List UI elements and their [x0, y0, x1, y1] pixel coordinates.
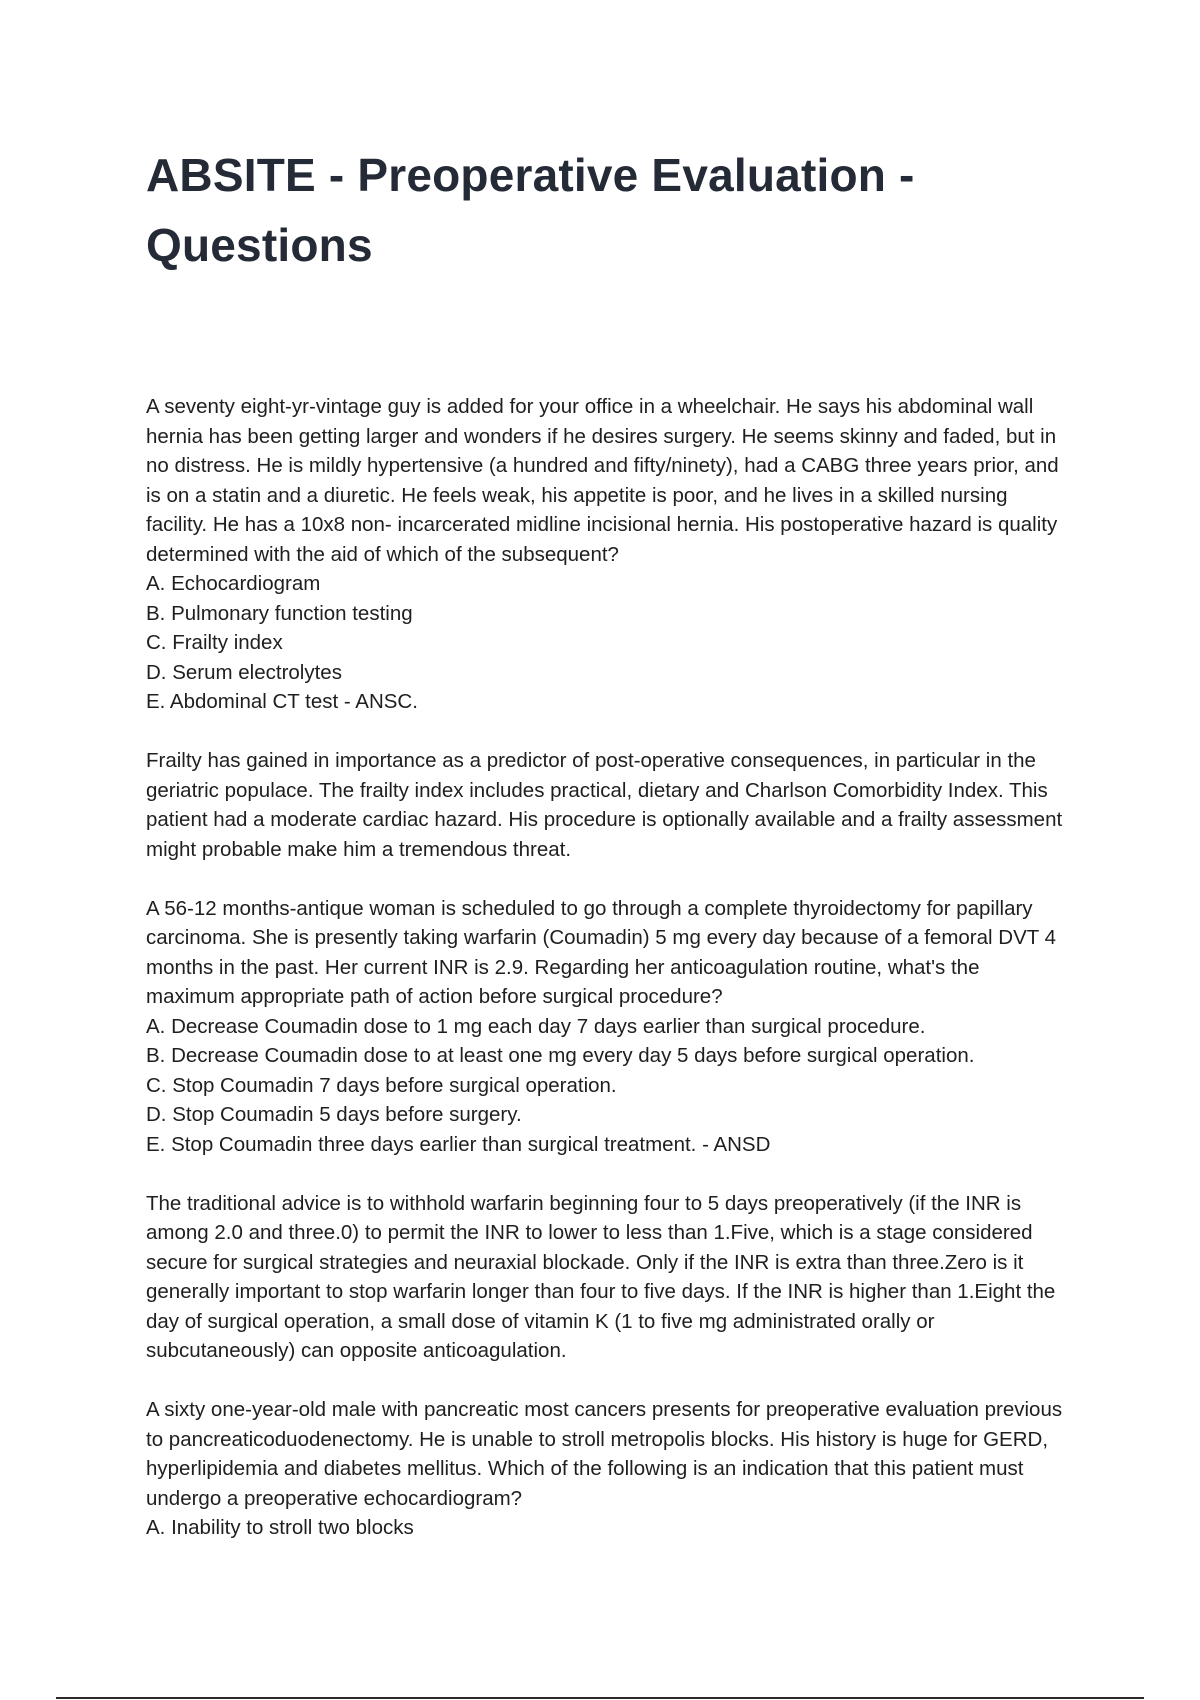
question-1 [146, 392, 1071, 717]
question-2-option-d: D. Stop Coumadin 5 days before surgery. [146, 1103, 522, 1126]
question-2-explanation: The traditional advice is to withhold warfarin beginning four to 5 days preoperatively (if the INR is among 2.0 and three.0) to permit the INR to lower to less than 1.Five, which is a stage considered secure for surgical strategies and neuraxial blockade. Only if the INR is extra than three.Zero is it generally important to stop warfarin longer than four to five days. If the INR is higher than 1.Eight the day of surgical operation, a small dose of vitamin K (1 to five mg administrated orally or subcutaneously) can opposite anticoagulation. [146, 1191, 1056, 1362]
question-1-option-d: D. Serum electrolytes [146, 660, 342, 684]
question-1-option-c: C. Frailty index [146, 631, 283, 654]
document-title: ABSITE - Preoperative Evaluation - Questions [146, 149, 915, 271]
page-bottom-divider [56, 1697, 1144, 1699]
question-1-stem: A seventy eight-yr-vintage guy is added for your office in a wheelchair. He says his abdominal wall hernia has been getting larger and wonders if he desires surgery. He seems skinny and faded, but in no distress. He is mildly hypertensive (a hundred and fifty/ninety), had a CABG three years prior, and is on a statin and a diuretic. He feels weak, his appetite is poor, and he lives in a skilled nursing facility. He has a 10x8 non- incarcerated midline incisional hernia. His postoperative hazard is quality determined with the aid of which of the subsequent? [146, 395, 1059, 566]
question-3-stem: A sixty one-year-old male with pancreatic most cancers presents for preoperative evaluation previous to pancreaticoduodenectomy. He is unable to stroll metropolis blocks. His history is huge for GERD, hyperlipidemia and diabetes mellitus. Which of the following is an indication that this patient must undergo a preoperative echocardiogram? [146, 1398, 1063, 1510]
question-1-explanation-block [146, 746, 1071, 864]
question-2-option-e: E. Stop Coumadin three days earlier than surgical treatment. - ANSD [146, 1132, 771, 1156]
question-2-stem: A 56-12 months-antique woman is scheduled to go through a complete thyroidectomy for papillary carcinoma. She is presently taking warfarin (Coumadin) 5 mg every day because of a femoral DVT 4 months in the past. Her current INR is 2.9. Regarding her anticoagulation routine, what's the maximum appropriate path of action before surgical procedure? [146, 896, 1057, 1008]
question-2-option-b: B. Decrease Coumadin dose to at least one mg every day 5 days before surgical operation. [146, 1044, 975, 1067]
document-page [146, 140, 1071, 1572]
question-2-explanation-block [146, 1189, 1071, 1366]
question-2-option-a: A. Decrease Coumadin dose to 1 mg each day 7 days earlier than surgical procedure. [146, 1014, 926, 1038]
question-2-option-c: C. Stop Coumadin 7 days before surgical operation. [146, 1073, 617, 1097]
question-1-option-e: E. Abdominal CT test - ANSC. [146, 690, 418, 713]
question-3 [146, 1395, 1071, 1543]
question-1-option-a: A. Echocardiogram [146, 572, 321, 595]
document-content [146, 392, 1071, 1543]
question-1-option-b: B. Pulmonary function testing [146, 601, 413, 625]
question-2 [146, 894, 1071, 1160]
question-1-explanation: Frailty has gained in importance as a predictor of post-operative consequences, in particular in the geriatric populace. The frailty index includes practical, dietary and Charlson Comorbidity Index. This patient had a moderate cardiac hazard. His procedure is optionally available and a frailty assessment might probable make him a tremendous threat. [146, 749, 1063, 861]
question-3-option-a: A. Inability to stroll two blocks [146, 1516, 414, 1539]
